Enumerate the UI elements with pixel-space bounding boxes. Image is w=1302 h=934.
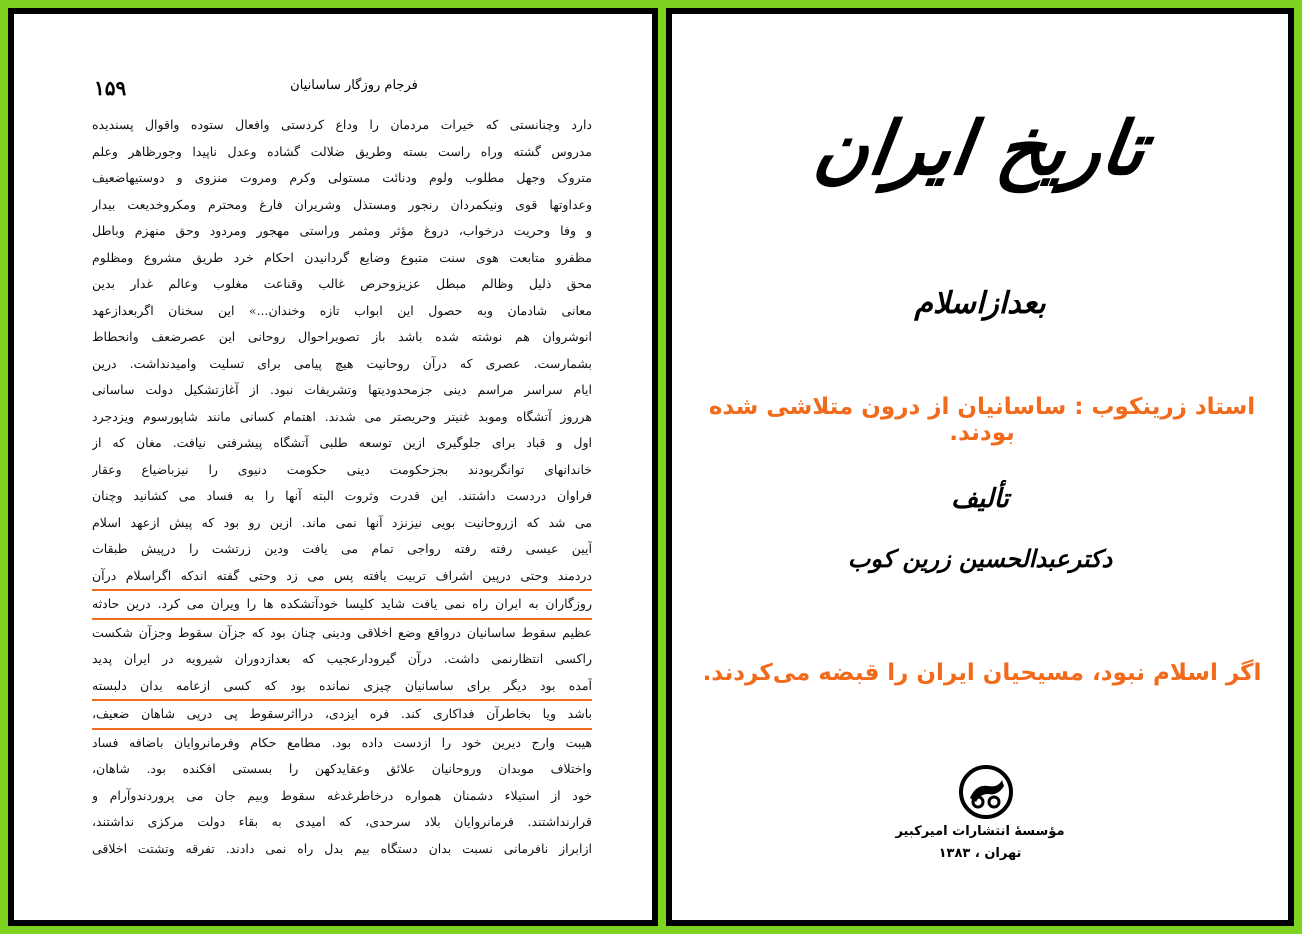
text-line: آیین عیسی رفته رفته رواجی تمام می یافت ودین زرتشت را درپیش طبقات — [92, 541, 592, 556]
running-head: فرجام روزگار ساسانیان — [290, 78, 418, 93]
text-line: وعداوتها قوی ونیکمردان رنجور ومستذل وشریران فارغ ومحترم ومکروخدیعت بیدار — [92, 196, 592, 212]
text-line: فراوان دردست داشتند. این قدرت وثروت البته آنها را به فساد می کشانید وچنان — [92, 488, 592, 503]
text-line: راکسی انتظارنمی داشت. درآن گیرودارعجیب که بعدازدوران شیرویه در ایران پدید — [92, 651, 592, 666]
text-line: قرارنداشتند. فرمانروایان بلاد سرحدی، که امیدی به بقاء دولت مرکزی نداشتند، — [92, 814, 592, 829]
publisher-logo-icon — [958, 764, 1014, 820]
right-cover-page — [666, 8, 1294, 926]
text-line: واختلاف موبدان وروحانیان علائق وعقایدکهن را بسستی افکنده بود. شاهان، — [92, 761, 592, 776]
left-book-page — [8, 8, 658, 926]
publisher-name: مؤسسهٔ انتشارات امیرکبیر — [895, 824, 1065, 839]
quote-top: استاد زرینکوب : ساسانیان از درون متلاشی شده بودند. — [708, 394, 1256, 446]
text-line: مظفرو متابعت هوی سنت متبوع وضایع گردانیدن احکام خرد طریق مشروع ومظلوم — [92, 249, 592, 265]
text-line: بشمارست. عصری که درآن روحانیت هیچ پیامی برای تسلیت وامیدنداشت. درین — [92, 355, 592, 371]
text-line: و وفا وحریت درخواب، دروغ مؤثر ومثمر وراستی مهجور ومردود وحق منهزم وباطل — [92, 223, 592, 238]
quote-bottom: اگر اسلام نبود، مسیحیان ایران را قبضه می‌کردند. — [702, 660, 1262, 686]
text-line: عظیم سقوط ساسانیان درواقع وضع اخلاقی ودینی چنان بود که جزآن سقوط وجزآن شکست — [92, 624, 592, 640]
highlighted-text-line: دردمند وحتی درپین اشراف تربیت یافته پس می زد وحتی گفته اندکه اگراسلام درآن — [92, 563, 592, 592]
text-line: خاندانهای توانگربودند بجزحکومت دینی حکومت دنیوی را نیزباضیاع وعقار — [92, 461, 592, 477]
author-label: تألیف — [951, 484, 1009, 514]
text-line: محق ذلیل وظالم مبطل عزیزوحرص غالب وقناعت مغلوب وعالم غدار بدین — [92, 276, 592, 291]
page-body-text — [92, 112, 592, 862]
highlighted-text-line: باشد ویا بخاطرآن فداکاری کند. فره ایزدی، درااثرسقوط پی درپی شاهان ضعیف، — [92, 701, 592, 730]
text-line: ازابراز نافرمانی نسبت بدان دستگاه بیم بدل راه نمی دادند. تفرقه وتشتت اخلاقی — [92, 840, 592, 856]
highlighted-text-line: روزگاران به ایران راه نمی یافت شاید کلیسا خودآتشکده ها را ویران می کرد. درین حادثه — [92, 591, 592, 620]
author-name: دکترعبدالحسین زرین کوب — [847, 544, 1113, 573]
book-subtitle: بعدازاسلام — [914, 286, 1046, 321]
text-line: مدروس گشته وراه راست بسته وطریق ضلالت گشاده وعدل ناپیدا وجورظاهر وعلم — [92, 143, 592, 159]
text-line: انوشروان هم نوشته شده باشد باز تصویراحوال روحانی این عصرضعف وانحطاط — [92, 329, 592, 344]
text-line: هرروز آتشگاه وموبد غنیتر وحریصتر می شدند. اهتمام کسانی مانند شاپورسوم ویزدجرد — [92, 408, 592, 424]
text-line: ایام سراسر مراسم دینی جزمحدودیتها وتشریفات نبود. از آغازتشکیل دولت ساسانی — [92, 382, 592, 397]
highlighted-text-line: آمده بود دیگر برای ساسانیان چیزی نمانده بود که کسی ازعامه بدان دلبسته — [92, 673, 592, 702]
text-line: خود از استیلاء دشمنان همواره درخاطرغدغه سقوط وبیم جان می پروردندوآرام و — [92, 787, 592, 803]
page-number: ۱۵۹ — [94, 76, 127, 100]
text-line: دارد وچنانستی که خیرات مردمان را وداع کردستی وافعال ستوده واقوال پسندیده — [92, 117, 592, 132]
text-line: اول و قباد برای جلوگیری ازین توسعه طلبی آتشگاه پیشرفتی نیافت. مغان که از — [92, 435, 592, 450]
text-line: می شد که ازروحانیت بویی نیزنزد آنها نمی ماند. ازین رو بود که پیش ازعهد اسلام — [92, 514, 592, 530]
text-line: هیبت وارج دیرین خود را ازدست داده بود. مطامع حکام وفرمانروایان باضافه فساد — [92, 734, 592, 750]
text-line: متروک وجهل مطلوب ولوم ودنائت مستولی وکرم ومروت منزوی و دوستیهاضعیف — [92, 170, 592, 185]
text-line: معانی شادمان وبه حصول این ابواب تازه وخندان...» این سخنان اگربعدازعهد — [92, 302, 592, 318]
publication-place-year: تهران ، ۱۳۸۳ — [938, 846, 1022, 861]
book-title: تاریخ ایران — [809, 106, 1151, 192]
